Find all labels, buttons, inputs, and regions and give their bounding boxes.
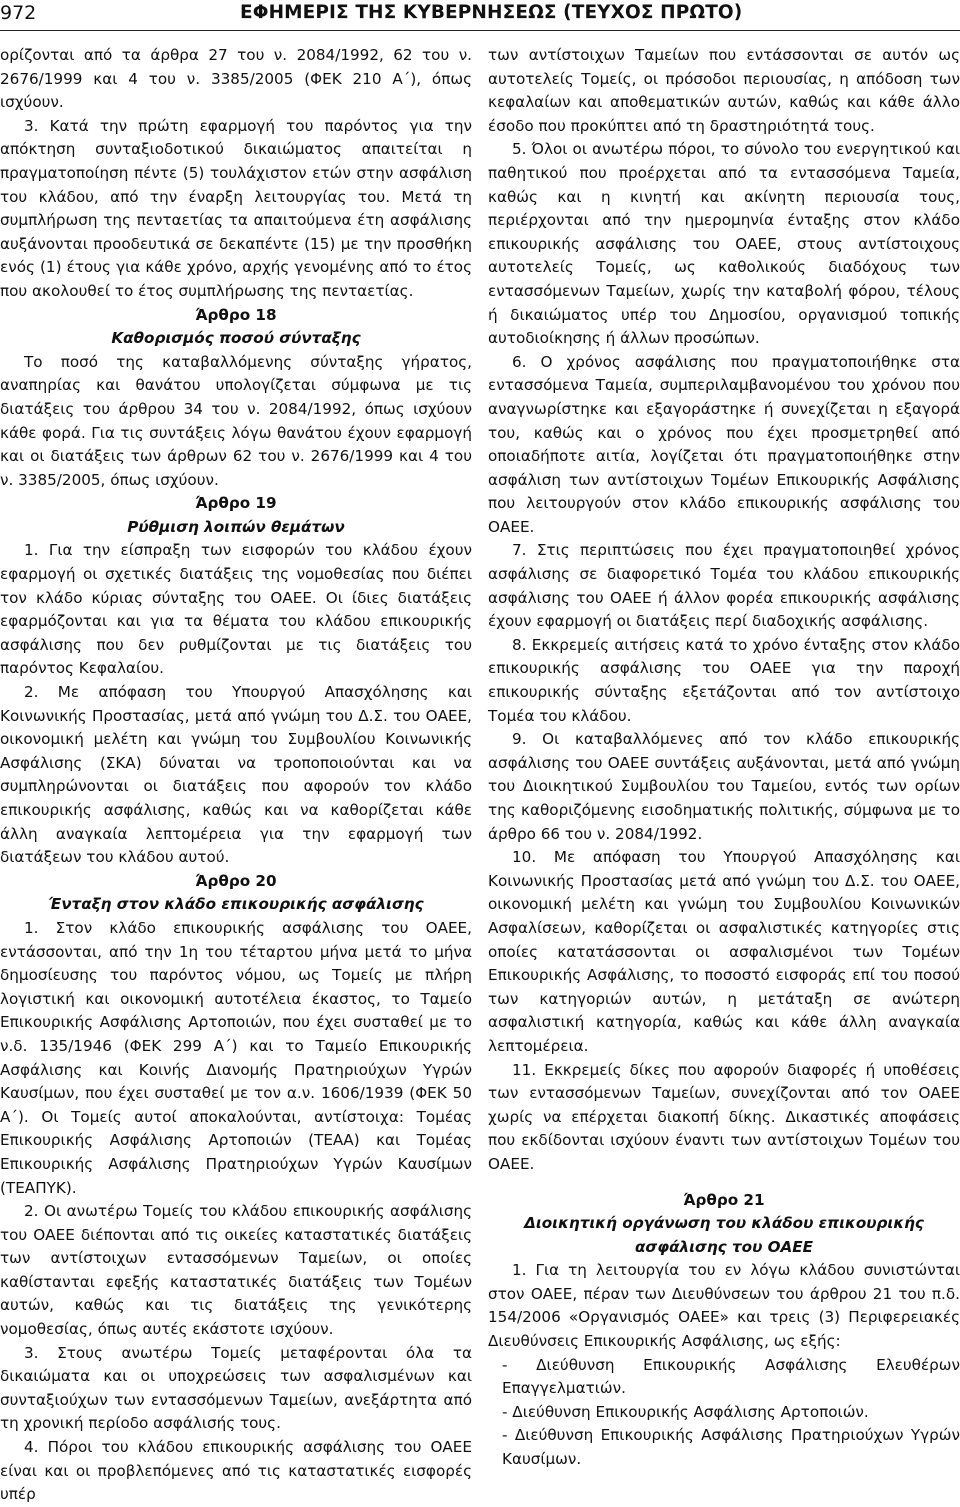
page-number: 972 — [0, 2, 37, 24]
paragraph: 3. Στους ανωτέρω Τομείς μεταφέρονται όλα τα δικαιώματα και οι υποχρεώσεις των ασφαλισμένων και συνταξιούχων των εντασσόμενων Ταμείων, ανεξάρτητα από τη χρονική περίοδο ασφάλισής τους. — [0, 1343, 472, 1433]
paragraph: 3. Κατά την πρώτη εφαρμογή του παρόντος για την απόκτηση συνταξιοδοτικού δικαιώματος απαιτείται η πραγματοποίηση πέντε (5) τουλάχιστον ετών στην ασφάλιση του κλάδου, από την έναρξη λειτουργίας του. Μετά τη συμπλήρωση της πενταετίας τα απαιτούμενα έτη ασφάλισης αυξάνονται προοδευτικά σε δεκαπέντε (15) με την προσθήκη ενός (1) έτους για κάθε χρόνο, αρχής γενομένης από το έτος που ακολουθεί το έτος συμπλήρωσης της πενταετίας. — [0, 116, 472, 300]
paragraph: Το ποσό της καταβαλλόμενης σύνταξης γήρατος, αναπηρίας και θανάτου υπολογίζεται σύμφωνα με τις διατάξεις του άρθρου 34 του ν. 2084/1992, όπως ισχύουν κάθε φορά. Για τις συντάξεις λόγω θανάτου έχουν εφαρμογή και οι διατάξεις των άρθρων 62 του ν. 2676/1999 και 4 του ν. 3385/2005, όπως ισχύουν. — [0, 352, 472, 489]
paragraph: 2. Με απόφαση του Υπουργού Απασχόλησης και Κοινωνικής Προστασίας, μετά από γνώμη του Δ.Σ. του ΟΑΕΕ, οικονομική μελέτη και γνώμη του Συμβουλίου Κοινωνικής Ασφάλισης (ΣΚΑ) δύναται να τροποποιούνται και να συμπληρώνονται οι διατάξεις που αφορούν τον κλάδο επικουρικής ασφάλισης, καθώς και να καθορίζεται κάθε άλλη αναγκαία λεπτομέρεια για την εφαρμογή των διατάξεων του κλάδου αυτού. — [0, 683, 472, 867]
article-20-subtitle: Ένταξη στον κλάδο επικουρικής ασφάλισης — [48, 895, 424, 914]
list-item: - Διεύθυνση Επικουρικής Ασφάλισης Ελευθέρων Επαγγελματιών. — [502, 1355, 960, 1398]
article-19-subtitle: Ρύθμιση λοιπών θεμάτων — [127, 517, 345, 536]
paragraph: 11. Εκκρεμείς δίκες που αφορούν διαφορές ή υποθέσεις των εντασσόμενων Ταμείων, συνεχίζονται από τον ΟΑΕΕ χωρίς να επέρχεται διακοπή δίκης. Δικαστικές αποφάσεις που εκδίδονται ισχύουν έναντι των αντίστοιχων Τομέων του ΟΑΕΕ. — [488, 1060, 960, 1173]
paragraph: ορίζονται από τα άρθρα 27 του ν. 2084/1992, 62 του ν. 2676/1999 και 4 του ν. 3385/2005 (ΦΕΚ 210 Α΄), όπως ισχύουν. — [0, 46, 472, 112]
paragraph: 8. Εκκρεμείς αιτήσεις κατά το χρόνο ένταξης στον κλάδο επικουρικής ασφάλισης του ΟΑΕΕ για την παροχή επικουρικής σύνταξης εξετάζονται από τον αντίστοιχο Τομέα του κλάδου. — [488, 635, 960, 725]
right-column — [488, 44, 960, 1472]
list-item: - Διεύθυνση Επικουρικής Ασφάλισης Αρτοποιών. — [502, 1402, 869, 1421]
paragraph: 1. Στον κλάδο επικουρικής ασφάλισης του ΟΑΕΕ, εντάσσονται, από την 1η του τέταρτου μήνα μετά το μήνα δημοσίευσης του παρόντος νόμου, ως Τομείς με πλήρη λογιστική και οικονομική αυτοτέλεια έκαστος, το Ταμείο Επικουρικής Ασφάλισης Αρτοποιών, που έχει συσταθεί με το ν.δ. 135/1946 (ΦΕΚ 299 Α΄) και το Ταμείο Επικουρικής Ασφάλισης και Κοινής Διανομής Πρατηριούχων Υγρών Καυσίμων, που έχει συσταθεί με τον α.ν. 1606/1939 (ΦΕΚ 50 Α΄). Οι Τομείς αυτοί αποκαλούνται, αντίστοιχα: Τομέας Επικουρικής Ασφάλισης Αρτοποιών (ΤΕΑΑ) και Τομέας Επικουρικής Ασφάλισης Πρατηριούχων Υγρών Καυσίμων (ΤΕΑΠΥΚ). — [0, 918, 472, 1197]
paragraph: 10. Με απόφαση του Υπουργού Απασχόλησης και Κοινωνικής Προστασίας μετά από γνώμη του Δ.Σ. του ΟΑΕΕ, οικονομική μελέτη και γνώμη του Συμβουλίου Κοινωνικών Ασφαλίσεων, καθορίζεται οι ασφαλιστικές κατηγορίες στις οποίες κατατάσσονται οι ασφαλισμένοι των Τομέων Επικουρικής Ασφάλισης, το ποσοστό εισφοράς επί του ποσού των κατηγοριών αυτών, η μετάταξη σε ανώτερη ασφαλιστική κατηγορία, καθώς και κάθε άλλη αναγκαία λεπτομέρεια. — [488, 848, 960, 1055]
article-19-title: Άρθρο 19 — [195, 494, 277, 513]
paragraph: 4. Πόροι του κλάδου επικουρικής ασφάλισης του ΟΑΕΕ είναι και οι προβλεπόμενες από τις καταστατικές εισφορές υπέρ — [0, 1438, 472, 1504]
paragraph: 9. Οι καταβαλλόμενες από τον κλάδο επικουρικής ασφάλισης του ΟΑΕΕ συντάξεις αυξάνονται, μετά από γνώμη του Διοικητικού Συμβουλίου του Ταμείου, εντός των ορίων της καθοριζόμενης εισοδηματικής πολιτικής, σύμφωνα με το άρθρο 66 του ν. 2084/1992. — [488, 730, 960, 843]
running-head: ΕΦΗΜΕΡΙΣ ΤΗΣ ΚΥΒΕΡΝΗΣΕΩΣ (ΤΕΥΧΟΣ ΠΡΩΤΟ) — [240, 2, 743, 23]
article-18-subtitle: Καθορισμός ποσού σύνταξης — [111, 329, 361, 348]
paragraph: 5. Όλοι οι ανωτέρω πόροι, το σύνολο του ενεργητικού και παθητικού που προέρχεται από τα εντασσόμενα Ταμεία, καθώς και η κινητή και ακίνητη περιουσία τους, περιέρχονται από την ημερομηνία ένταξης στον κλάδο επικουρικής ασφάλισης του ΟΑΕΕ, στους αντίστοιχους αυτοτελείς Τομείς, ως καθολικούς διαδόχους των εντασσόμενων Ταμείων, χωρίς την καταβολή φόρου, τέλους ή δικαιώματος υπέρ του Δημοσίου, οργανισμού τοπικής αυτοδιοίκησης ή άλλων προσώπων. — [488, 140, 960, 348]
left-column — [0, 44, 472, 1507]
paragraph: 1. Για τη λειτουργία του εν λόγω κλάδου συνιστώνται στον ΟΑΕΕ, πέραν των Διευθύνσεων του άρθρου 21 του π.δ. 154/2006 «Οργανισμός ΟΑΕΕ» και τρεις (3) Περιφερειακές Διευθύνσεις Επικουρικής Ασφάλισης, ως εξής: — [488, 1261, 960, 1351]
paragraph: των αντίστοιχων Ταμείων που εντάσσονται σε αυτόν ως αυτοτελείς Τομείς, οι πρόσοδοι περιουσίας, η απόδοση των κεφαλαίων και αποθεματικών αυτών, καθώς και κάθε άλλο έσοδο που προκύπτει από τη δραστηριότητά τους. — [488, 46, 960, 135]
paragraph: 2. Οι ανωτέρω Τομείς του κλάδου επικουρικής ασφάλισης του ΟΑΕΕ διέπονται από τις οικείες καταστατικές διατάξεις των αντίστοιχων εντασσόμενων Ταμείων, οι οποίες καθίστανται εφεξής καταστατικές διατάξεις των Τομέων αυτών, καθώς και τις διατάξεις της γενικότερης νομοθεσίας, όπως αυτές εκάστοτε ισχύουν. — [0, 1202, 472, 1339]
list-item: - Διεύθυνση Επικουρικής Ασφάλισης Πρατηριούχων Υγρών Καυσίμων. — [502, 1426, 960, 1469]
paragraph: 1. Για την είσπραξη των εισφορών του κλάδου έχουν εφαρμογή οι σχετικές διατάξεις της νομοθεσίας που διέπει τον κλάδο κύριας σύνταξης του ΟΑΕΕ. Οι ίδιες διατάξεις εφαρμόζονται και για τα θέματα του κλάδου επικουρικής ασφάλισης που δεν ρυθμίζονται με τις διατάξεις του παρόντος Κεφαλαίου. — [0, 541, 472, 678]
article-21-title: Άρθρο 21 — [683, 1190, 765, 1209]
article-21-subtitle: Διοικητική οργάνωση του κλάδου επικουρικής ασφάλισης του ΟΑΕΕ — [524, 1214, 924, 1256]
header-rule — [0, 30, 960, 31]
paragraph: 7. Στις περιπτώσεις που έχει πραγματοποιηθεί χρόνος ασφάλισης σε διαφορετικό Τομέα του κλάδου επικουρικής ασφάλισης του ΟΑΕΕ ή άλλον φορέα επικουρικής ασφάλισης έχουν εφαρμογή οι διατάξεις περί διαδοχικής ασφάλισης. — [488, 541, 960, 631]
article-20-title: Άρθρο 20 — [195, 871, 277, 890]
article-18-title: Άρθρο 18 — [195, 305, 277, 324]
paragraph: 6. Ο χρόνος ασφάλισης που πραγματοποιήθηκε στα εντασσόμενα Ταμεία, συμπεριλαμβανομένου του χρόνου που αναγνωρίστηκε και εξαγοράστηκε ή συνεχίζεται η εξαγορά του, καθώς και ο χρόνος που έχει προσμετρηθεί από οποιαδήποτε αιτία, λογίζεται ότι πραγματοποιήθηκε στην ασφάλιση των αντίστοιχων Τομέων Επικουρικής Ασφάλισης που λειτουργούν στον κλάδο επικουρικής ασφάλισης του ΟΑΕΕ. — [488, 352, 960, 536]
page-header — [0, 0, 960, 36]
